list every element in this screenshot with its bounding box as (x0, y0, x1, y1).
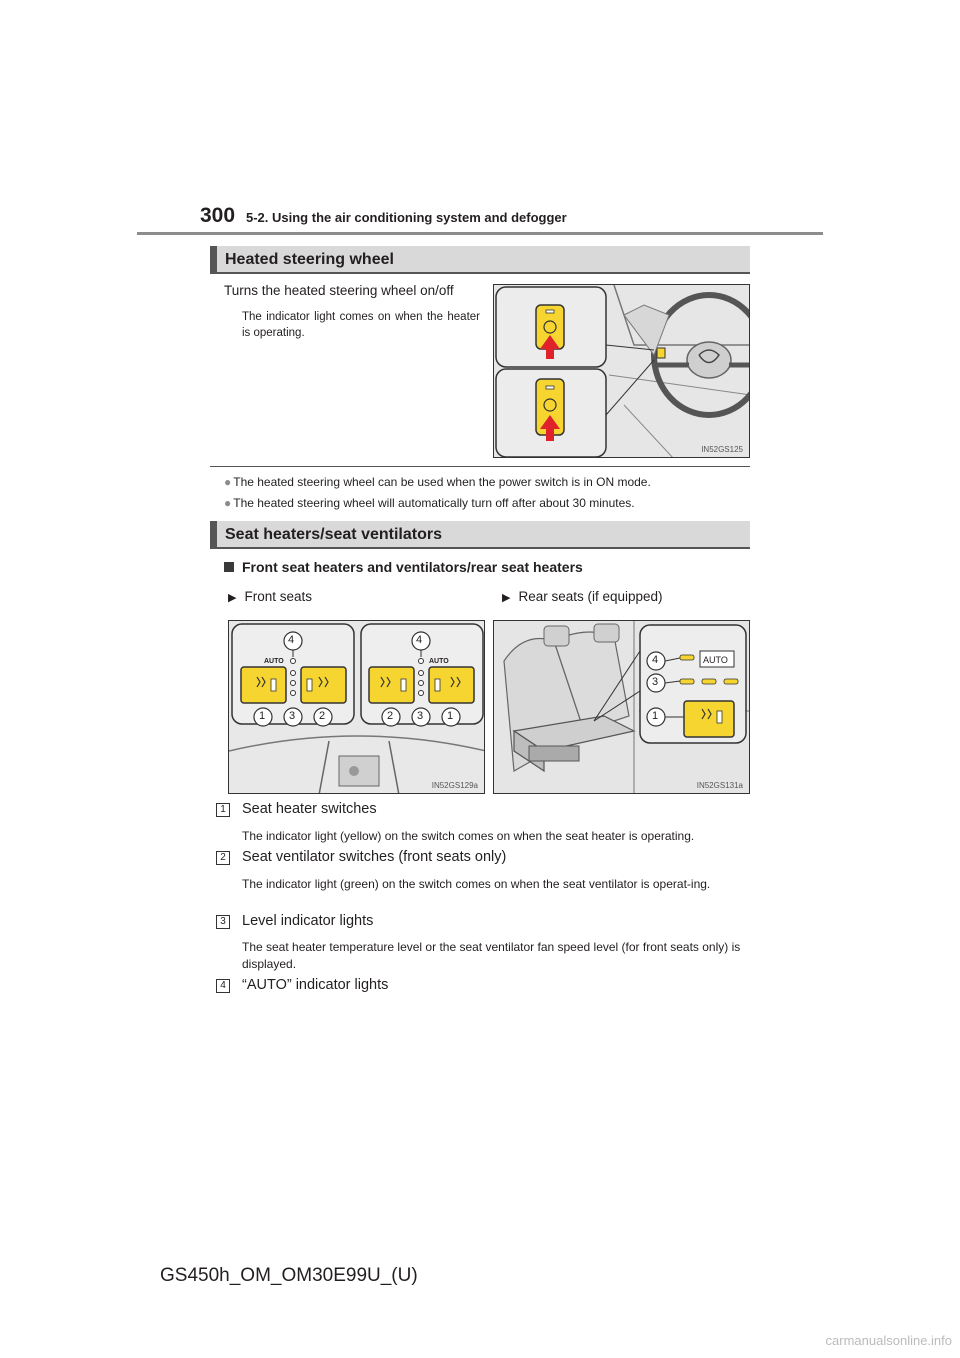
rear-seats-drawing (494, 621, 750, 794)
callout-3: 3 (417, 710, 424, 722)
steering-wheel-illustration (493, 284, 750, 458)
rear-seats-illustration (493, 620, 750, 794)
triangle-bullet-icon: ▶ (228, 592, 237, 604)
rear-seats-label (502, 589, 663, 604)
steering-wheel-intro: Turns the heated steering wheel on/off (224, 283, 454, 298)
front-rear-subheading (224, 559, 583, 575)
item-description: The indicator light (yellow) on the switch comes on when the seat heater is operating. (242, 829, 695, 843)
auto-label: AUTO (429, 658, 449, 665)
item-number-box: 3 (216, 915, 230, 929)
callout-1: 1 (652, 710, 659, 722)
page-number: 300 (200, 204, 236, 227)
steering-wheel-drawing (494, 285, 750, 458)
image-code: IN52GS131a (696, 781, 743, 790)
item-description: The seat heater temperature level or the seat ventilator fan speed level (for front seats only) is displayed. (242, 940, 741, 971)
callout-4: 4 (288, 634, 295, 646)
section-separator (210, 466, 750, 467)
item-title: “AUTO” indicator lights (242, 977, 389, 993)
auto-label: AUTO (264, 658, 284, 665)
chapter-title: 5-2. Using the air conditioning system and defogger (246, 210, 567, 225)
bullet-item (224, 475, 651, 489)
item-title: Level indicator lights (242, 913, 374, 929)
seat-heaters-heading (210, 521, 750, 549)
item-title: Seat heater switches (242, 801, 377, 817)
document-code: GS450h_OM_OM30E99U_(U) (160, 1265, 418, 1286)
square-bullet-icon (224, 562, 234, 572)
callout-2: 2 (319, 710, 326, 722)
front-seats-label (228, 589, 312, 604)
image-code: IN52GS129a (431, 781, 478, 790)
watermark[interactable]: carmanualsonline.info (825, 1333, 952, 1348)
heated-steering-wheel-heading (210, 246, 750, 274)
callout-3: 3 (652, 676, 659, 688)
callout-4: 4 (652, 654, 659, 666)
callout-1: 1 (259, 710, 266, 722)
item-number-box: 2 (216, 851, 230, 865)
item-number-box: 1 (216, 803, 230, 817)
rear-seats-text: Rear seats (if equipped) (518, 589, 663, 604)
bullet-dot-icon: ● (224, 475, 232, 489)
bullet-dot-icon: ● (224, 496, 232, 510)
subheading-text: Front seat heaters and ventilators/rear seat heaters (242, 559, 583, 575)
item-description: The indicator light (green) on the switch comes on when the seat ventilator is operat-ing. (242, 877, 711, 891)
item-number-box: 4 (216, 979, 230, 993)
heated-steering-wheel-heading-text: Heated steering wheel (225, 251, 394, 268)
bullet-text: The heated steering wheel can be used when the power switch is in ON mode. (233, 475, 651, 489)
image-code: IN52GS125 (701, 445, 743, 454)
callout-3: 3 (289, 710, 296, 722)
auto-label: AUTO (703, 655, 728, 665)
bullet-text: The heated steering wheel will automatically turn off after about 30 minutes. (233, 496, 635, 510)
bullet-item (224, 496, 635, 510)
steering-wheel-note: The indicator light comes on when the heater is operating. (242, 311, 480, 339)
item-title: Seat ventilator switches (front seats only) (242, 849, 507, 865)
front-seats-text: Front seats (244, 589, 312, 604)
seat-heaters-heading-text: Seat heaters/seat ventilators (225, 526, 442, 543)
front-seats-illustration (228, 620, 485, 794)
callout-2: 2 (387, 710, 394, 722)
header-rule (137, 232, 823, 235)
callout-1: 1 (447, 710, 454, 722)
front-seats-drawing (229, 621, 485, 794)
callout-4: 4 (416, 634, 423, 646)
triangle-bullet-icon: ▶ (502, 592, 511, 604)
